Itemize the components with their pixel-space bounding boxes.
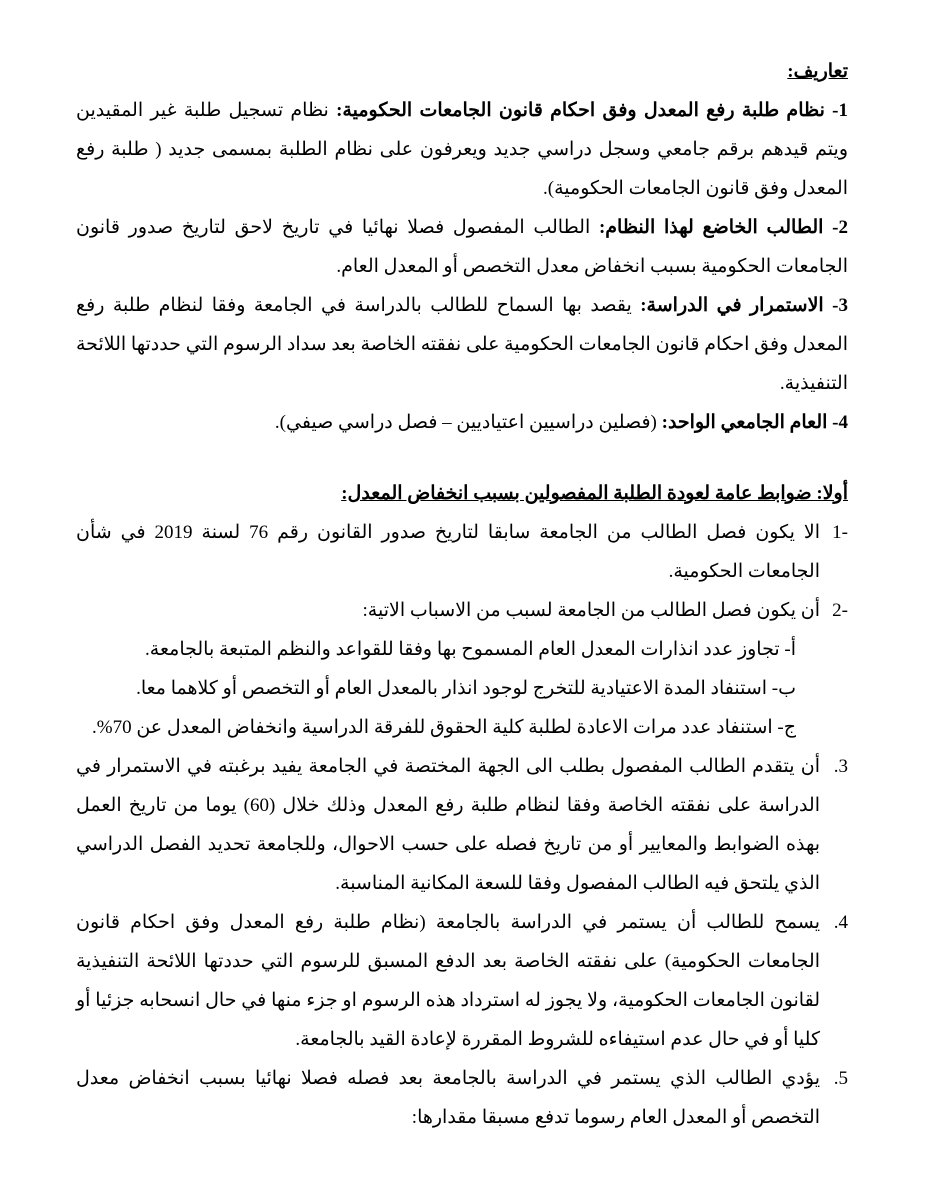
rule-text: أن يتقدم الطالب المفصول بطلب الى الجهة المختصة في الجامعة يفيد برغبته في الاستمرار في الدراسة على نفقته الخاصة وفقا لنظام طلبة رفع المعدل وذلك خلال (60) يوما من تاريخ العمل بهذه الضوابط والمعايير أو من تاريخ فصله على حسب الاحوال، وللجامعة تحديد الفصل الدراسي الذي يلتحق فيه الطالب المفصول وفقا للسعة المكانية المناسبة. — [76, 756, 820, 894]
document-page — [76, 52, 848, 1137]
rule-text: يؤدي الطالب الذي يستمر في الدراسة بالجامعة بعد فصله فصلا نهائيا بسبب انخفاض معدل التخصص أو المعدل العام رسوما تدفع مسبقا مقدارها: — [76, 1068, 820, 1128]
sub-item-text: تجاوز عدد انذارات المعدل العام المسموح بها وفقا للقواعد والنظم المتبعة بالجامعة. — [145, 639, 780, 660]
sub-item — [76, 708, 848, 747]
definition-text: يقصد بها السماح للطالب بالدراسة في الجامعة وفقا لنظام طلبة رفع المعدل وفق احكام قانون الجامعات الحكومية على نفقته الخاصة بعد سداد الرسوم التي حددتها اللائحة التنفيذية. — [76, 295, 848, 394]
rule-number: -2 — [832, 600, 848, 621]
rule-item — [76, 903, 848, 1059]
rule-item — [76, 747, 848, 903]
section-spacer — [76, 442, 848, 474]
definition-item — [76, 91, 848, 208]
definition-term: 1- نظام طلبة رفع المعدل وفق احكام قانون الجامعات الحكومية: — [336, 100, 848, 121]
rule-text: أن يكون فصل الطالب من الجامعة لسبب من الاسباب الاتية: — [362, 600, 820, 621]
sub-item — [76, 669, 848, 708]
definition-term: 4- العام الجامعي الواحد: — [661, 412, 848, 433]
definition-text: نظام تسجيل طلبة غير المقيدين ويتم قيدهم برقم جامعي وسجل دراسي جديد ويعرفون على نظام الطلبة بمسمى جديد ( طلبة رفع المعدل وفق قانون الجامعات الحكومية). — [76, 100, 848, 199]
sub-item — [76, 630, 848, 669]
definition-item — [76, 208, 848, 286]
rule-text: يسمح للطالب أن يستمر في الدراسة بالجامعة (نظام طلبة رفع المعدل وفق احكام قانون الجامعات الحكومية) على نفقته الخاصة بعد الدفع المسبق للرسوم التي حددتها اللائحة التنفيذية لقانون الجامعات الحكومية، ولا يجوز له استرداد هذه الرسوم او جزء منها في حال انسحابه جزئيا أو كليا أو في حال عدم استيفاءه للشروط المقررة لإعادة القيد بالجامعة. — [76, 912, 820, 1050]
sub-item-mark: أ- — [784, 639, 796, 660]
definition-item — [76, 286, 848, 403]
sub-item-mark: ب- — [771, 678, 796, 699]
rule-number: 5. — [833, 1068, 848, 1089]
rule-number: 3. — [833, 756, 848, 777]
definition-item — [76, 403, 848, 442]
definition-term: 2- الطالب الخاضع لهذا النظام: — [598, 217, 848, 238]
rule-item — [76, 591, 848, 630]
definition-term: 3- الاستمرار في الدراسة: — [640, 295, 848, 316]
sub-item-mark: ج- — [777, 717, 796, 738]
section-heading: أولا: ضوابط عامة لعودة الطلبة المفصولين بسبب انخفاض المعدل: — [341, 483, 848, 504]
sub-item-text: استنفاد المدة الاعتيادية للتخرج لوجود انذار بالمعدل العام أو التخصص أو كلاهما معا. — [136, 678, 768, 699]
rule-item — [76, 1059, 848, 1137]
definition-text: الطالب المفصول فصلا نهائيا في تاريخ لاحق لتاريخ صدور قانون الجامعات الحكومية بسبب انخفاض معدل التخصص أو المعدل العام. — [76, 217, 848, 277]
rule-number: 4. — [833, 912, 848, 933]
rule-text: الا يكون فصل الطالب من الجامعة سابقا لتاريخ صدور القانون رقم 76 لسنة 2019 في شأن الجامعات الحكومية. — [76, 522, 820, 582]
sub-item-text: استنفاد عدد مرات الاعادة لطلبة كلية الحقوق للفرقة الدراسية وانخفاض المعدل عن 70%. — [92, 717, 773, 738]
rule-item — [76, 513, 848, 591]
definitions-heading: تعاريف: — [787, 61, 848, 82]
rule-number: -1 — [832, 522, 848, 543]
definition-text: (فصلين دراسيين اعتياديين – فصل دراسي صيفي). — [274, 412, 662, 433]
